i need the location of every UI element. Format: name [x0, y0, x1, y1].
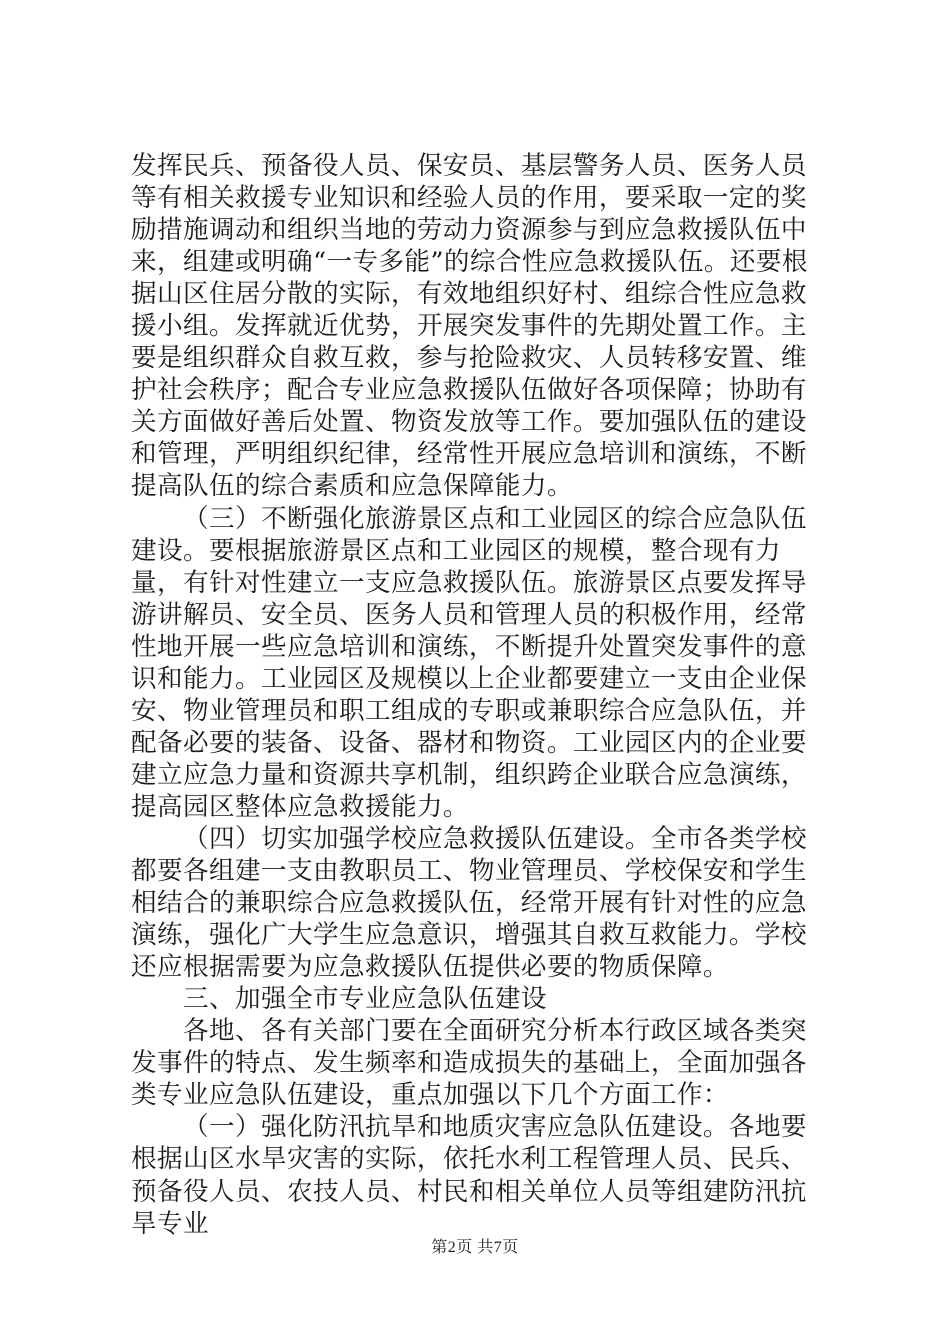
page-footer: 第2页 共7页 — [431, 1239, 519, 1256]
paragraph-intro: 各地、各有关部门要在全面研究分析本行政区域各类突发事件的特点、发生频率和造成损失的基础上，全面加强各类专业应急队伍建设，重点加强以下几个方面工作： — [131, 1016, 807, 1111]
paragraph-section-three: （三）不断强化旅游景区点和工业园区的综合应急队伍建设。要根据旅游景区点和工业园区的规模，整合现有力量，有针对性建立一支应急救援队伍。旅游景区点要发挥导游讲解员、安全员、医务人员和管理人员的积极作用，经常性地开展一些应急培训和演练，不断提升处置突发事件的意识和能力。工业园区及规模以上企业都要建立一支由企业保安、物业管理员和职工组成的专职或兼职综合应急队伍，并配备必要的装备、设备、器材和物资。工业园区内的企业要建立应急力量和资源共享机制，组织跨企业联合应急演练，提高园区整体应急救援能力。 — [131, 503, 807, 822]
paragraph-subsection-one: （一）强化防汛抗旱和地质灾害应急队伍建设。各地要根据山区水旱灾害的实际，依托水利工程管理人员、民兵、预备役人员、农技人员、村民和相关单位人员等组建防汛抗旱专业 — [131, 1112, 807, 1239]
paragraph-section-four: （四）切实加强学校应急救援队伍建设。全市各类学校都要各组建一支由教职员工、物业管理员、学校保安和学生相结合的兼职综合应急救援队伍，经常开展有针对性的应急演练，强化广大学生应急意识，增强其自救互救能力。学校还应根据需要为应急救援队伍提供必要的物质保障。 — [131, 823, 807, 983]
document-body — [131, 150, 831, 1240]
section-heading: 三、加强全市专业应急队伍建设 — [183, 984, 547, 1015]
paragraph-continuation: 发挥民兵、预备役人员、保安员、基层警务人员、医务人员等有相关救援专业知识和经验人员的作用，要采取一定的奖励措施调动和组织当地的劳动力资源参与到应急救援队伍中来，组建或明确“一专多能”的综合性应急救援队伍。还要根据山区住居分散的实际，有效地组织好村、组综合性应急救援小组。发挥就近优势，开展突发事件的先期处置工作。主要是组织群众自救互救，参与抢险救灾、人员转移安置、维护社会秩序；配合专业应急救援队伍做好各项保障；协助有关方面做好善后处置、物资发放等工作。要加强队伍的建设和管理，严明组织纪律，经常性开展应急培训和演练，不断提高队伍的综合素质和应急保障能力。 — [131, 151, 808, 502]
